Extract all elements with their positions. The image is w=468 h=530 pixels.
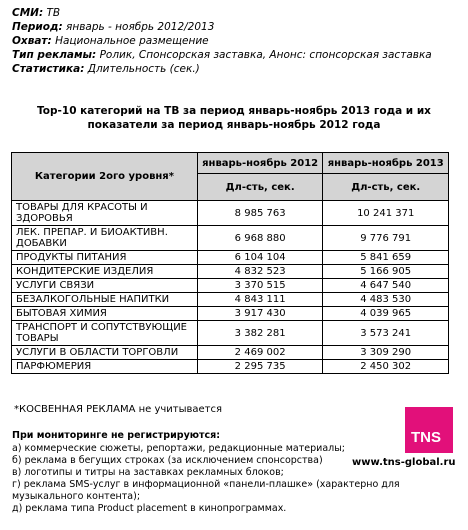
category-cell: ТОВАРЫ ДЛЯ КРАСОТЫ И ЗДОРОВЬЯ [12, 201, 198, 226]
categories-table [11, 152, 449, 374]
value-2013-cell: 5 166 905 [323, 265, 449, 279]
exclusion-item: д) реклама типа Product placement в кинопрограммах. [12, 503, 287, 514]
value-2012-cell: 2 295 735 [197, 360, 323, 374]
table-row [12, 346, 449, 360]
table-row [12, 293, 449, 307]
category-cell: ТРАНСПОРТ И СОПУТСТВУЮЩИЕ ТОВАРЫ [12, 321, 198, 346]
category-cell: БЕЗАЛКОГОЛЬНЫЕ НАПИТКИ [12, 293, 198, 307]
value-2012-cell: 2 469 002 [197, 346, 323, 360]
meta-period: Период: январь - ноябрь 2012/2013 [12, 21, 215, 33]
exclusion-item: г) реклама SMS-услуг в информационной «панели-плашке» (характерно для музыкального контента); [12, 479, 400, 502]
value-2013-cell: 2 450 302 [323, 360, 449, 374]
category-cell: ЛЕК. ПРЕПАР. И БИОАКТИВН. ДОБАВКИ [12, 226, 198, 251]
meta-coverage: Охват: Национальное размещение [12, 35, 209, 47]
value-2012-cell: 8 985 763 [197, 201, 323, 226]
value-2012-cell: 6 104 104 [197, 251, 323, 265]
value-2012-cell: 4 843 111 [197, 293, 323, 307]
table-row [12, 321, 449, 346]
value-2013-cell: 4 039 965 [323, 307, 449, 321]
meta-ad-type: Тип рекламы: Ролик, Спонсорская заставка, Анонс: спонсорская заставка [12, 49, 432, 61]
footnote: *КОСВЕННАЯ РЕКЛАМА не учитывается [14, 404, 223, 415]
value-2013-cell: 4 483 530 [323, 293, 449, 307]
table-body [12, 201, 449, 374]
tns-logo [405, 407, 453, 453]
value-2012-cell: 6 968 880 [197, 226, 323, 251]
value-2013-cell: 9 776 791 [323, 226, 449, 251]
value-2012-cell: 3 370 515 [197, 279, 323, 293]
report-title: Top-10 категорий на ТВ за период январь-ноябрь 2013 года и их показатели за период январь-ноябрь 2012 года [37, 105, 431, 131]
category-cell: УСЛУГИ СВЯЗИ [12, 279, 198, 293]
meta-media: СМИ: ТВ [12, 7, 61, 19]
category-cell: КОНДИТЕРСКИЕ ИЗДЕЛИЯ [12, 265, 198, 279]
table-row [12, 279, 449, 293]
table-row [12, 265, 449, 279]
unit-2012-header: Дл-сть, сек. [197, 174, 323, 201]
table-row [12, 307, 449, 321]
category-cell: БЫТОВАЯ ХИМИЯ [12, 307, 198, 321]
category-column-header: Категории 2ого уровня* [12, 153, 198, 201]
category-cell: УСЛУГИ В ОБЛАСТИ ТОРГОВЛИ [12, 346, 198, 360]
table-row [12, 201, 449, 226]
value-2012-cell: 3 917 430 [197, 307, 323, 321]
exclusions-header: При мониторинге не регистрируются: [12, 430, 221, 441]
website-link[interactable]: www.tns-global.ru [352, 457, 456, 468]
value-2013-cell: 4 647 540 [323, 279, 449, 293]
meta-statistic: Статистика: Длительность (сек.) [12, 63, 200, 75]
table-row [12, 251, 449, 265]
monitoring-exclusions [12, 430, 422, 515]
value-2013-cell: 3 573 241 [323, 321, 449, 346]
exclusion-item: а) коммерческие сюжеты, репортажи, редакционные материалы; [12, 443, 345, 454]
value-2013-cell: 10 241 371 [323, 201, 449, 226]
value-2012-cell: 3 382 281 [197, 321, 323, 346]
value-2012-cell: 4 832 523 [197, 265, 323, 279]
table-row [12, 226, 449, 251]
table-row [12, 360, 449, 374]
exclusion-item: в) логотипы и титры на заставках рекламных блоков; [12, 467, 284, 478]
exclusion-item: б) реклама в бегущих строках (за исключением спонсорства) [12, 455, 323, 466]
category-cell: ПАРФЮМЕРИЯ [12, 360, 198, 374]
unit-2013-header: Дл-сть, сек. [323, 174, 449, 201]
report-meta [12, 6, 432, 76]
period-2013-header: январь-ноябрь 2013 [323, 153, 449, 174]
logo-text: TNS [411, 429, 441, 446]
category-cell: ПРОДУКТЫ ПИТАНИЯ [12, 251, 198, 265]
period-2012-header: январь-ноябрь 2012 [197, 153, 323, 174]
value-2013-cell: 5 841 659 [323, 251, 449, 265]
value-2013-cell: 3 309 290 [323, 346, 449, 360]
